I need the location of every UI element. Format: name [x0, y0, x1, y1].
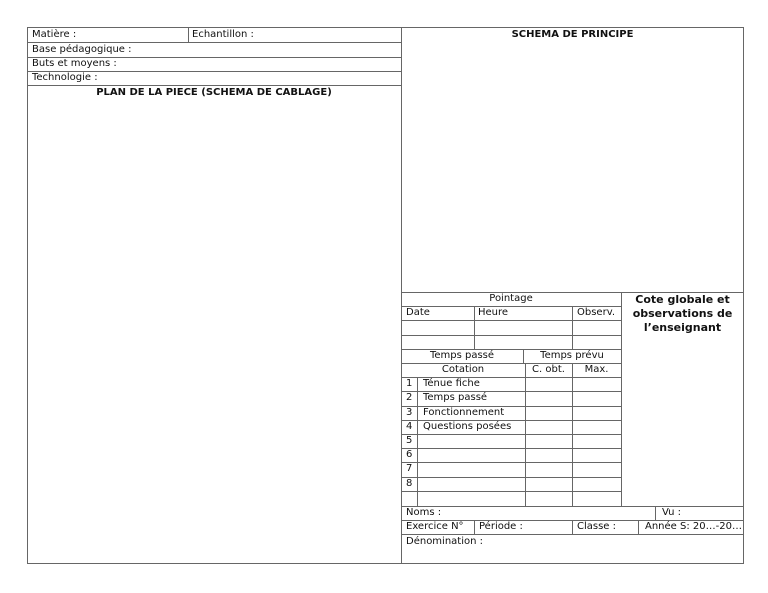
vu-divider	[655, 506, 656, 520]
grid-line	[401, 477, 621, 478]
denomination-label: Dénomination :	[406, 536, 483, 547]
heure-header: Heure	[478, 307, 509, 318]
echantillon-label: Echantillon :	[192, 29, 254, 40]
criterion-num: 6	[406, 449, 413, 460]
max-header: Max.	[584, 364, 609, 375]
grid-line	[401, 335, 621, 336]
heure-divider	[474, 306, 475, 349]
grid-line	[401, 434, 621, 435]
periode-label: Période :	[479, 521, 523, 532]
criterion-num: 1	[406, 378, 413, 389]
criterion-num: 7	[406, 463, 413, 474]
num-divider	[417, 377, 418, 506]
observ-header: Observ.	[577, 307, 616, 318]
grid-bottom-line	[401, 506, 744, 507]
temps-passe-header: Temps passé	[429, 350, 495, 361]
matiere-divider	[188, 27, 189, 42]
annee-divider	[638, 520, 639, 534]
criterion-label: Ténue fiche	[423, 378, 480, 389]
left-row-line	[27, 85, 401, 86]
plan-title: PLAN DE LA PIECE (SCHEMA DE CABLAGE)	[96, 87, 332, 98]
criterion-num: 4	[406, 421, 413, 432]
observ-divider	[572, 306, 573, 349]
annee-label: Année S: 20…-20…	[645, 521, 742, 532]
technologie-label: Technologie :	[32, 72, 98, 83]
grid-line	[401, 491, 621, 492]
criterion-num: 2	[406, 392, 413, 403]
noms-label: Noms :	[406, 507, 442, 518]
cote-globale-label: Cote globale et observations de l’enseignant	[632, 293, 733, 334]
criterion-num: 8	[406, 478, 413, 489]
vu-label: Vu :	[662, 507, 682, 518]
cotation-header: Cotation	[441, 364, 485, 375]
matiere-label: Matière :	[32, 29, 77, 40]
criterion-label: Temps passé	[423, 392, 488, 403]
buts-moyens-label: Buts et moyens :	[32, 58, 117, 69]
exercice-label: Exercice N°	[406, 521, 464, 532]
periode-divider	[474, 520, 475, 534]
criterion-label: Questions posées	[423, 421, 512, 432]
grid-line	[401, 534, 744, 535]
cobt-divider	[525, 363, 526, 506]
classe-divider	[572, 520, 573, 534]
criterion-num: 3	[406, 407, 413, 418]
c-obt-header: C. obt.	[532, 364, 565, 375]
date-header: Date	[406, 307, 430, 318]
criterion-label: Fonctionnement	[423, 407, 505, 418]
grid-line	[401, 448, 621, 449]
left-row-line	[27, 42, 401, 43]
temps-prevu-header: Temps prévu	[540, 350, 604, 361]
max-divider	[572, 363, 573, 506]
classe-label: Classe :	[577, 521, 617, 532]
pointage-header: Pointage	[489, 293, 533, 304]
grid-line	[401, 320, 621, 321]
base-pedagogique-label: Base pédagogique :	[32, 44, 132, 55]
grid-line	[401, 462, 621, 463]
schema-title: SCHEMA DE PRINCIPE	[511, 29, 634, 40]
criterion-num: 5	[406, 435, 413, 446]
